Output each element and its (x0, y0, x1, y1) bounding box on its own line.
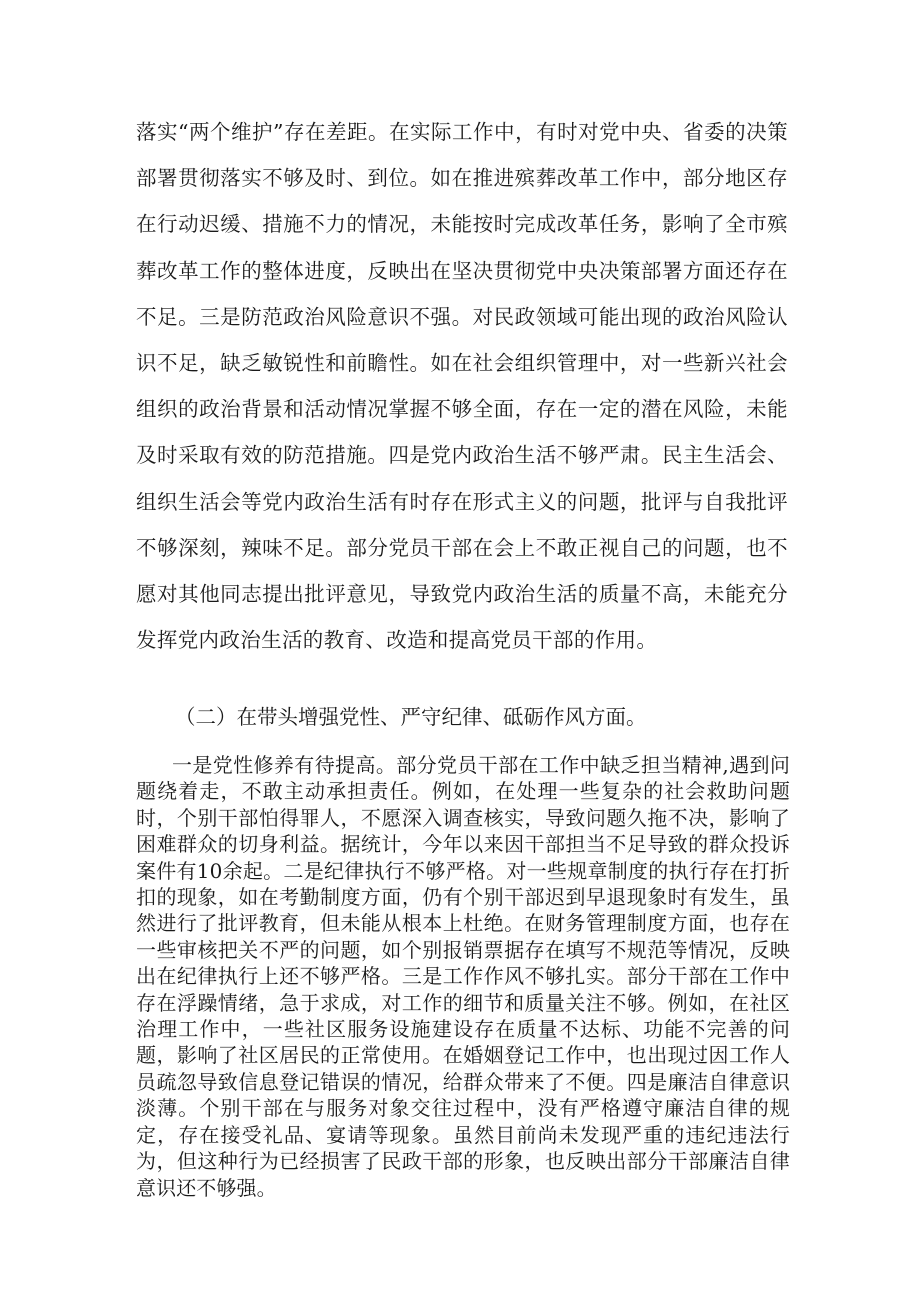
body-paragraph-party-spirit: 一是党性修养有待提高。部分党员干部在工作中缺乏担当精神,遇到问题绕着走，不敢主动承担责任。例如，在处理一些复杂的社会救助问题时，个别干部怕得罪人，不愿深入调查核实，导致问题久拖不决，影响了困难群众的切身利益。据统计，今年以来因干部担当不足导致的群众投诉案件有10余起。二是纪律执行不够严格。对一些规章制度的执行存在打折扣的现象，如在考勤制度方面，仍有个别干部迟到早退现象时有发生，虽然进行了批评教育，但未能从根本上杜绝。在财务管理制度方面，也存在一些审核把关不严的问题，如个别报销票据存在填写不规范等情况，反映出在纪律执行上还不够严格。三是工作作风不够扎实。部分干部在工作中存在浮躁情绪，急于求成，对工作的细节和质量关注不够。例如，在社区治理工作中，一些社区服务设施建设存在质量不达标、功能不完善的问题，影响了社区居民的正常使用。在婚姻登记工作中，也出现过因工作人员疏忽导致信息登记错误的情况，给群众带来了不便。四是廉洁自律意识淡薄。个别干部在与服务对象交往过程中，没有严格遵守廉洁自律的规定，存在接受礼品、宴请等现象。虽然目前尚未发现严重的违纪违法行为，但这种行为已经损害了民政干部的形象，也反映出部分干部廉洁自律意识还不够强。 (136, 753, 790, 1200)
body-paragraph-political-discipline: 落实“两个维护”存在差距。在实际工作中，有时对党中央、省委的决策部署贯彻落实不够及时、到位。如在推进殡葬改革工作中，部分地区存在行动迟缓、措施不力的情况，未能按时完成改革任务，影响了全市殡葬改革工作的整体进度，反映出在坚决贯彻党中央决策部署方面还存在不足。三是防范政治风险意识不强。对民政领域可能出现的政治风险认识不足，缺乏敏锐性和前瞻性。如在社会组织管理中，对一些新兴社会组织的政治背景和活动情况掌握不够全面，存在一定的潜在风险，未能及时采取有效的防范措施。四是党内政治生活不够严肃。民主生活会、组织生活会等党内政治生活有时存在形式主义的问题，批评与自我批评不够深刻，辣味不足。部分党员干部在会上不敢正视自己的问题，也不愿对其他同志提出批评意见，导致党内政治生活的质量不高，未能充分发挥党内政治生活的教育、改造和提高党员干部的作用。 (136, 120, 788, 653)
section-heading-party-spirit: （二）在带头增强党性、严守纪律、砥砺作风方面。 (175, 705, 647, 729)
